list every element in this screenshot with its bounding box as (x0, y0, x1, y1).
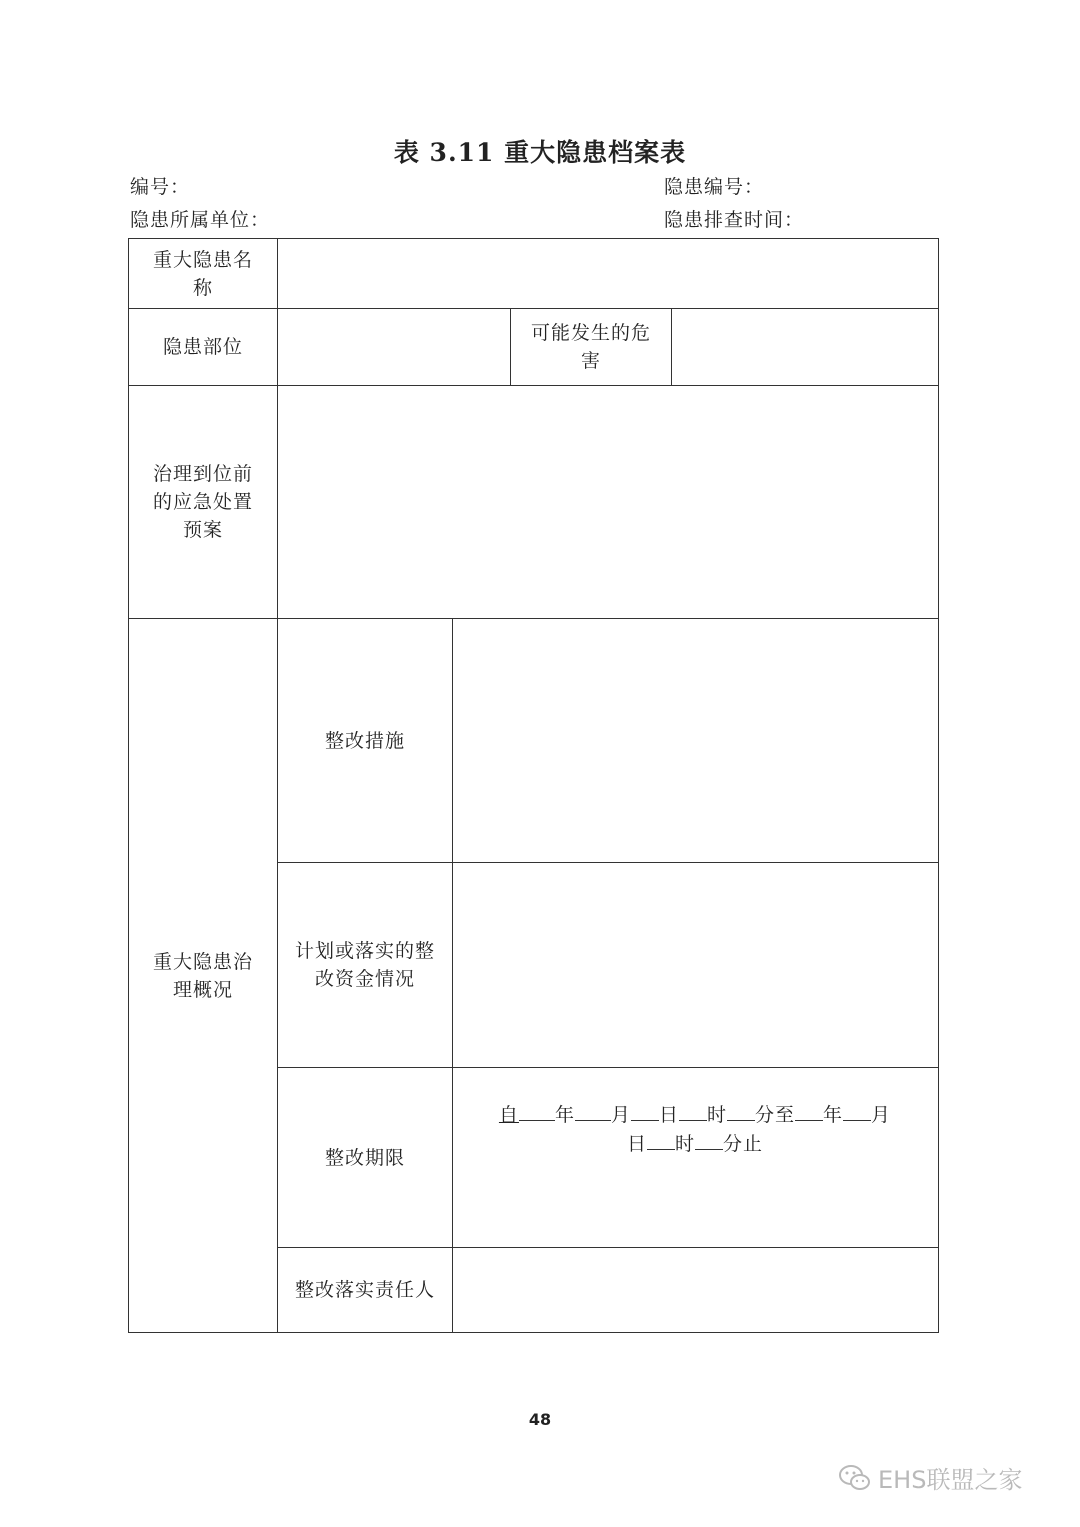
blank-line[interactable] (795, 1100, 823, 1121)
table-border-bottom (128, 1332, 939, 1333)
possible-harm-label: 可能发生的危害 (530, 322, 651, 372)
document-title: 表 3.11 重大隐患档案表 (393, 138, 687, 167)
hazard-location-label: 隐患部位 (162, 336, 243, 358)
inspection-time-label: 隐患排查时间： (664, 209, 805, 231)
governance-overview-label: 重大隐患治理概况 (152, 950, 253, 1001)
rectification-measures-field[interactable] (453, 619, 938, 862)
responsible-person-label: 整改落实责任人 (294, 1279, 435, 1301)
deadline-hour: 时 (707, 1104, 728, 1126)
hazard-unit-label: 隐患所属单位： (130, 209, 271, 231)
deadline-month: 月 (610, 1104, 631, 1126)
blank-line[interactable] (679, 1100, 707, 1121)
deadline-template (460, 1100, 930, 1158)
blank-line[interactable] (519, 1100, 555, 1121)
rectification-measures-label: 整改措施 (324, 729, 405, 752)
blank-line[interactable] (647, 1129, 675, 1150)
hazard-location-field[interactable] (278, 309, 510, 385)
deadline-hour: 时 (674, 1133, 695, 1155)
funding-field[interactable] (453, 863, 938, 1067)
deadline-minute-end: 分止 (723, 1133, 764, 1155)
emergency-plan-field[interactable] (278, 386, 938, 618)
deadline-minute-to: 分至 (755, 1104, 796, 1126)
responsible-person-field[interactable] (453, 1248, 938, 1332)
hazard-name-field[interactable] (278, 239, 938, 308)
blank-line[interactable] (575, 1100, 611, 1121)
possible-harm-field[interactable] (672, 309, 938, 385)
table-border-right (938, 238, 939, 1333)
wechat-icon (838, 1464, 872, 1492)
watermark (838, 1460, 1022, 1495)
deadline-year: 年 (823, 1104, 844, 1126)
deadline-month: 月 (871, 1104, 892, 1126)
hazard-name-label: 重大隐患名称 (152, 248, 253, 299)
blank-line[interactable] (843, 1100, 871, 1121)
blank-line[interactable] (727, 1100, 755, 1121)
deadline-from: 自 (498, 1104, 519, 1126)
blank-line[interactable] (631, 1100, 659, 1121)
deadline-day: 日 (658, 1104, 679, 1126)
hazard-number-label: 隐患编号： (664, 176, 765, 198)
deadline-year: 年 (554, 1104, 575, 1126)
blank-line[interactable] (695, 1129, 723, 1150)
deadline-day: 日 (626, 1133, 647, 1155)
emergency-plan-label: 治理到位前的应急处置预案 (152, 463, 253, 541)
number-label: 编号： (130, 176, 191, 198)
page-number: 48 (528, 1410, 552, 1429)
watermark-text: EHS联盟之家 (878, 1466, 1023, 1494)
funding-label: 计划或落实的整改资金情况 (294, 940, 435, 990)
deadline-label: 整改期限 (324, 1146, 405, 1169)
